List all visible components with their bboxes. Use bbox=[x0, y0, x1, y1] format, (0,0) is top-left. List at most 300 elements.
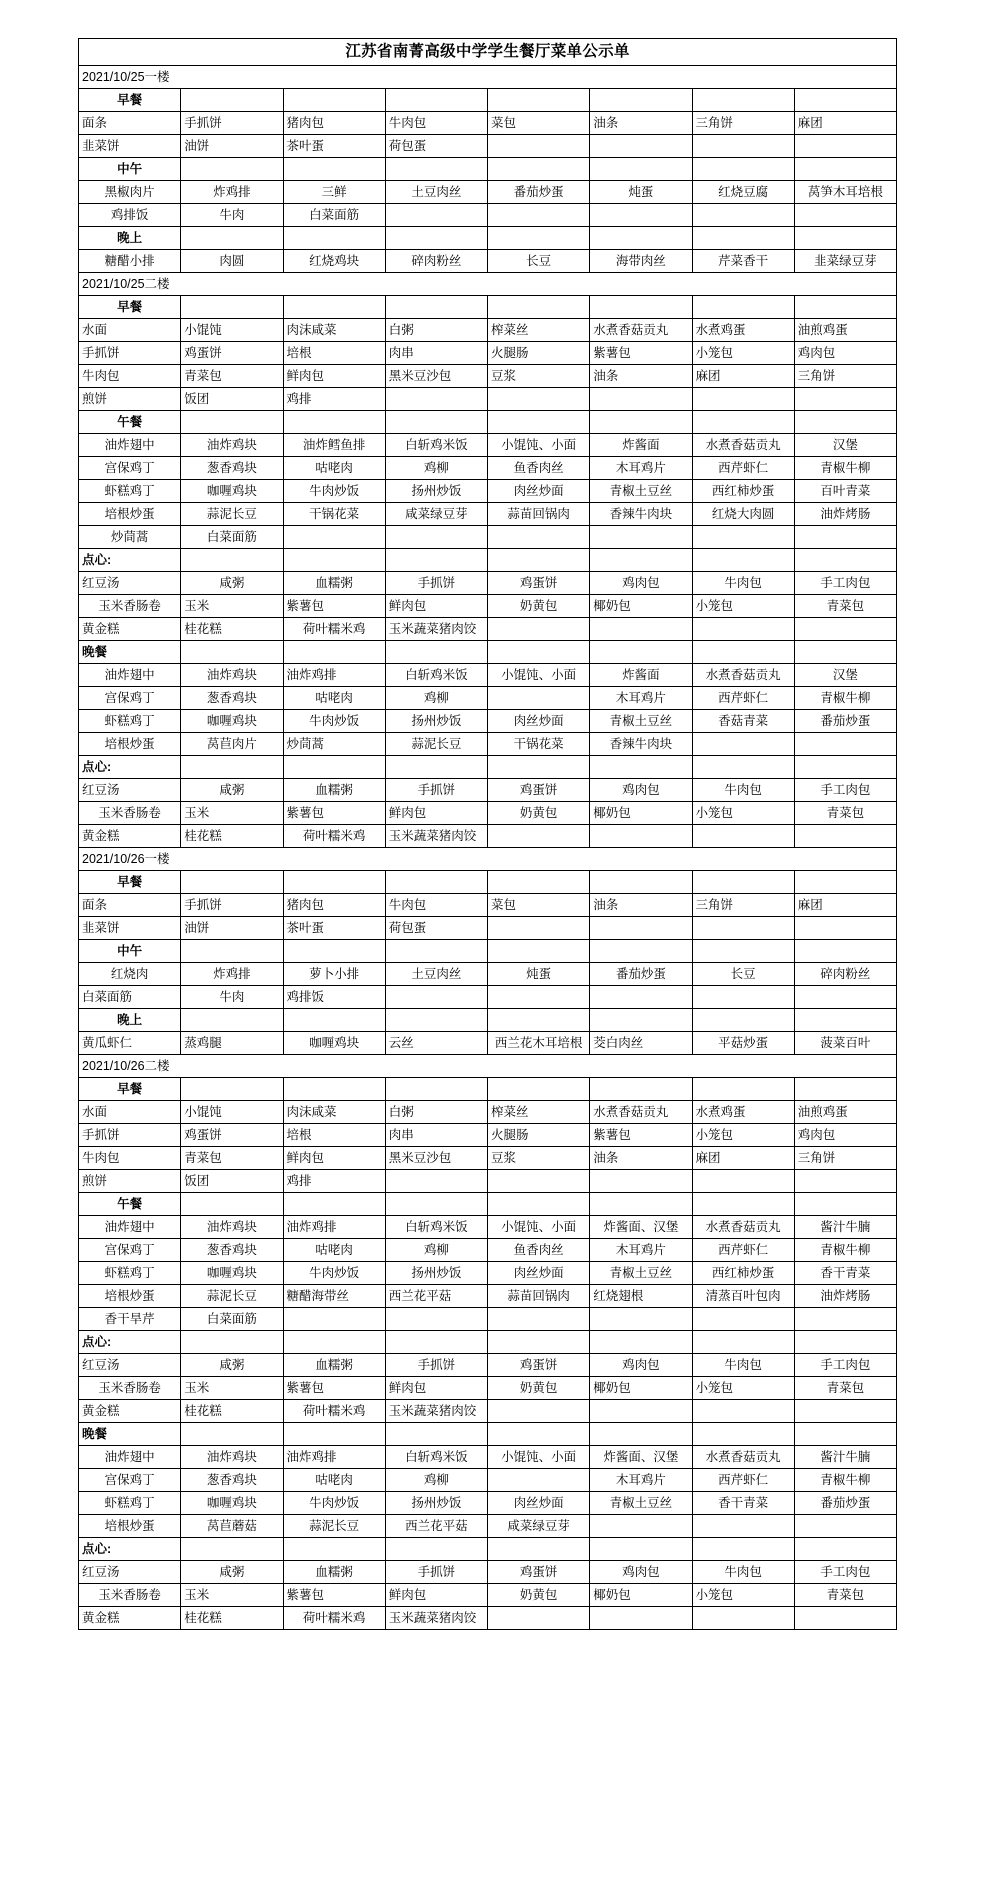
empty-cell bbox=[692, 204, 794, 227]
menu-item-cell: 荷叶糯米鸡 bbox=[283, 825, 385, 848]
menu-item-cell: 黑米豆沙包 bbox=[385, 1147, 487, 1170]
menu-item-cell: 培根炒蛋 bbox=[79, 1515, 181, 1538]
menu-item-cell: 干锅花菜 bbox=[283, 503, 385, 526]
menu-item-cell: 西红柿炒蛋 bbox=[692, 1262, 794, 1285]
menu-item-cell: 糖醋海带丝 bbox=[283, 1285, 385, 1308]
empty-cell bbox=[590, 1515, 692, 1538]
empty-cell bbox=[283, 1193, 385, 1216]
empty-cell bbox=[692, 1331, 794, 1354]
menu-item-cell: 小笼包 bbox=[692, 1377, 794, 1400]
menu-item-cell: 番茄炒蛋 bbox=[590, 963, 692, 986]
menu-item-cell: 宫保鸡丁 bbox=[79, 457, 181, 480]
empty-cell bbox=[283, 227, 385, 250]
menu-item-cell: 香干青菜 bbox=[794, 1262, 896, 1285]
meal-header-row bbox=[79, 1423, 897, 1446]
menu-item-cell: 荷包蛋 bbox=[385, 917, 487, 940]
empty-cell bbox=[181, 89, 283, 112]
menu-item-cell: 牛肉包 bbox=[79, 1147, 181, 1170]
menu-item-cell: 炸酱面 bbox=[590, 664, 692, 687]
empty-cell bbox=[590, 526, 692, 549]
menu-item-cell: 鸡排 bbox=[283, 388, 385, 411]
empty-cell bbox=[794, 388, 896, 411]
empty-cell bbox=[692, 296, 794, 319]
menu-item-cell: 木耳鸡片 bbox=[590, 687, 692, 710]
menu-item-cell: 咸粥 bbox=[181, 1561, 283, 1584]
menu-item-cell: 韭菜绿豆芽 bbox=[794, 250, 896, 273]
menu-item-cell: 水煮鸡蛋 bbox=[692, 1101, 794, 1124]
menu-item-cell: 莴苣蘑菇 bbox=[181, 1515, 283, 1538]
meal-header-row bbox=[79, 1331, 897, 1354]
empty-cell bbox=[283, 158, 385, 181]
menu-item-cell: 小笼包 bbox=[692, 342, 794, 365]
menu-item-cell: 肉串 bbox=[385, 342, 487, 365]
menu-item-cell: 鱼香肉丝 bbox=[488, 457, 590, 480]
empty-cell bbox=[385, 940, 487, 963]
menu-item-cell: 奶黄包 bbox=[488, 1584, 590, 1607]
menu-item-cell: 鸡肉包 bbox=[794, 342, 896, 365]
menu-item-cell: 香干青菜 bbox=[692, 1492, 794, 1515]
menu-item-cell: 手工肉包 bbox=[794, 572, 896, 595]
menu-item-cell: 桂花糕 bbox=[181, 825, 283, 848]
menu-item-cell: 三角饼 bbox=[794, 1147, 896, 1170]
menu-item-cell: 玉米蔬菜猪肉饺 bbox=[385, 1400, 487, 1423]
menu-item-cell: 炸酱面、汉堡 bbox=[590, 1216, 692, 1239]
empty-cell bbox=[692, 158, 794, 181]
menu-item-cell: 手抓饼 bbox=[181, 112, 283, 135]
empty-cell bbox=[488, 1538, 590, 1561]
empty-cell bbox=[385, 411, 487, 434]
menu-item-row bbox=[79, 1147, 897, 1170]
menu-item-cell: 油炸鸡块 bbox=[181, 1216, 283, 1239]
empty-cell bbox=[488, 158, 590, 181]
meal-header-row bbox=[79, 940, 897, 963]
menu-item-cell: 青椒土豆丝 bbox=[590, 1492, 692, 1515]
empty-cell bbox=[794, 1423, 896, 1446]
empty-cell bbox=[283, 940, 385, 963]
empty-cell bbox=[794, 1308, 896, 1331]
menu-item-cell: 西兰花平菇 bbox=[385, 1515, 487, 1538]
empty-cell bbox=[181, 871, 283, 894]
menu-item-cell: 香辣牛肉块 bbox=[590, 503, 692, 526]
empty-cell bbox=[590, 549, 692, 572]
menu-item-cell: 手抓饼 bbox=[181, 894, 283, 917]
menu-item-cell: 糖醋小排 bbox=[79, 250, 181, 273]
empty-cell bbox=[488, 411, 590, 434]
menu-item-cell: 血糯粥 bbox=[283, 779, 385, 802]
menu-item-cell: 培根 bbox=[283, 1124, 385, 1147]
menu-item-row bbox=[79, 1124, 897, 1147]
menu-item-cell: 咕咾肉 bbox=[283, 1469, 385, 1492]
empty-cell bbox=[590, 1423, 692, 1446]
empty-cell bbox=[692, 917, 794, 940]
menu-table bbox=[78, 38, 897, 1630]
menu-item-cell: 咖喱鸡块 bbox=[181, 1492, 283, 1515]
menu-item-row bbox=[79, 1101, 897, 1124]
empty-cell bbox=[590, 296, 692, 319]
meal-header-row bbox=[79, 641, 897, 664]
menu-item-cell: 油煎鸡蛋 bbox=[794, 1101, 896, 1124]
menu-item-cell: 鲜肉包 bbox=[385, 802, 487, 825]
menu-item-cell: 小笼包 bbox=[692, 595, 794, 618]
empty-cell bbox=[283, 296, 385, 319]
meal-label: 午餐 bbox=[79, 1193, 181, 1216]
menu-item-cell: 水面 bbox=[79, 1101, 181, 1124]
menu-item-cell: 玉米香肠卷 bbox=[79, 1584, 181, 1607]
empty-cell bbox=[692, 1538, 794, 1561]
menu-item-cell: 紫薯包 bbox=[590, 342, 692, 365]
menu-item-cell: 荷叶糯米鸡 bbox=[283, 618, 385, 641]
menu-item-cell: 鸡柳 bbox=[385, 1469, 487, 1492]
menu-item-row bbox=[79, 388, 897, 411]
menu-item-cell: 西芹虾仁 bbox=[692, 1469, 794, 1492]
empty-cell bbox=[590, 411, 692, 434]
menu-item-cell: 牛肉包 bbox=[692, 572, 794, 595]
menu-item-cell: 培根炒蛋 bbox=[79, 1285, 181, 1308]
menu-item-cell: 紫薯包 bbox=[283, 802, 385, 825]
menu-item-cell: 青菜包 bbox=[794, 1584, 896, 1607]
menu-item-cell: 牛肉包 bbox=[385, 112, 487, 135]
menu-item-cell: 青椒牛柳 bbox=[794, 687, 896, 710]
menu-item-row bbox=[79, 480, 897, 503]
menu-item-cell: 炒茼蒿 bbox=[79, 526, 181, 549]
menu-item-cell: 三鲜 bbox=[283, 181, 385, 204]
empty-cell bbox=[181, 1538, 283, 1561]
empty-cell bbox=[283, 411, 385, 434]
menu-item-cell: 麻团 bbox=[794, 894, 896, 917]
menu-item-cell: 红豆汤 bbox=[79, 1561, 181, 1584]
empty-cell bbox=[385, 526, 487, 549]
menu-item-cell: 鸡柳 bbox=[385, 687, 487, 710]
menu-item-cell: 咖喱鸡块 bbox=[181, 480, 283, 503]
page-title: 江苏省南菁高级中学学生餐厅菜单公示单 bbox=[79, 39, 897, 66]
menu-item-cell: 菜包 bbox=[488, 112, 590, 135]
menu-item-cell: 干锅花菜 bbox=[488, 733, 590, 756]
menu-item-cell: 三角饼 bbox=[692, 112, 794, 135]
menu-item-cell: 油条 bbox=[590, 1147, 692, 1170]
menu-item-cell: 鸡柳 bbox=[385, 457, 487, 480]
menu-item-cell: 白粥 bbox=[385, 1101, 487, 1124]
menu-item-cell: 萝卜小排 bbox=[283, 963, 385, 986]
menu-item-cell: 黑米豆沙包 bbox=[385, 365, 487, 388]
menu-item-cell: 咖喱鸡块 bbox=[181, 710, 283, 733]
menu-item-cell: 椰奶包 bbox=[590, 1377, 692, 1400]
menu-item-row bbox=[79, 250, 897, 273]
menu-item-cell: 饭团 bbox=[181, 388, 283, 411]
empty-cell bbox=[590, 871, 692, 894]
menu-item-cell: 碎肉粉丝 bbox=[794, 963, 896, 986]
menu-item-cell: 桂花糕 bbox=[181, 1400, 283, 1423]
empty-cell bbox=[590, 1538, 692, 1561]
menu-item-cell: 牛肉炒饭 bbox=[283, 1262, 385, 1285]
menu-item-cell: 荷包蛋 bbox=[385, 135, 487, 158]
empty-cell bbox=[181, 641, 283, 664]
menu-item-cell: 平菇炒蛋 bbox=[692, 1032, 794, 1055]
menu-item-row bbox=[79, 135, 897, 158]
menu-item-cell: 咕咾肉 bbox=[283, 687, 385, 710]
menu-table-body bbox=[79, 39, 897, 1630]
menu-item-row bbox=[79, 342, 897, 365]
menu-item-row bbox=[79, 710, 897, 733]
empty-cell bbox=[590, 1193, 692, 1216]
empty-cell bbox=[794, 756, 896, 779]
meal-label: 点心: bbox=[79, 549, 181, 572]
menu-item-cell: 咸粥 bbox=[181, 572, 283, 595]
menu-item-cell: 白粥 bbox=[385, 319, 487, 342]
empty-cell bbox=[794, 1078, 896, 1101]
menu-item-cell: 番茄炒蛋 bbox=[794, 1492, 896, 1515]
empty-cell bbox=[283, 89, 385, 112]
menu-item-cell: 荷叶糯米鸡 bbox=[283, 1607, 385, 1630]
menu-item-cell: 小馄饨、小面 bbox=[488, 1446, 590, 1469]
empty-cell bbox=[488, 1308, 590, 1331]
menu-item-cell: 手工肉包 bbox=[794, 1354, 896, 1377]
menu-item-cell: 鸡肉包 bbox=[794, 1124, 896, 1147]
menu-item-cell: 肉沫咸菜 bbox=[283, 1101, 385, 1124]
empty-cell bbox=[488, 641, 590, 664]
menu-item-cell: 西芹虾仁 bbox=[692, 1239, 794, 1262]
empty-cell bbox=[488, 526, 590, 549]
empty-cell bbox=[488, 618, 590, 641]
empty-cell bbox=[385, 1078, 487, 1101]
empty-cell bbox=[385, 549, 487, 572]
menu-item-cell: 猪肉包 bbox=[283, 894, 385, 917]
empty-cell bbox=[794, 411, 896, 434]
menu-item-cell: 咖喱鸡块 bbox=[283, 1032, 385, 1055]
menu-item-cell: 木耳鸡片 bbox=[590, 1469, 692, 1492]
menu-item-cell: 扬州炒饭 bbox=[385, 1262, 487, 1285]
empty-cell bbox=[590, 756, 692, 779]
menu-item-cell: 水煮香菇贡丸 bbox=[692, 434, 794, 457]
empty-cell bbox=[794, 1400, 896, 1423]
empty-cell bbox=[488, 756, 590, 779]
menu-item-row bbox=[79, 112, 897, 135]
section-header-row bbox=[79, 1055, 897, 1078]
meal-label: 点心: bbox=[79, 756, 181, 779]
menu-item-cell: 白斩鸡米饭 bbox=[385, 434, 487, 457]
empty-cell bbox=[794, 1538, 896, 1561]
menu-item-cell: 肉圆 bbox=[181, 250, 283, 273]
menu-item-row bbox=[79, 1561, 897, 1584]
menu-item-cell: 奶黄包 bbox=[488, 595, 590, 618]
meal-label: 早餐 bbox=[79, 89, 181, 112]
empty-cell bbox=[283, 871, 385, 894]
empty-cell bbox=[794, 158, 896, 181]
menu-item-cell: 油炸鸡块 bbox=[181, 1446, 283, 1469]
section-date-label: 2021/10/25一楼 bbox=[79, 66, 897, 89]
menu-item-cell: 长豆 bbox=[692, 963, 794, 986]
empty-cell bbox=[590, 158, 692, 181]
empty-cell bbox=[385, 1009, 487, 1032]
meal-label: 晚上 bbox=[79, 1009, 181, 1032]
menu-item-cell: 豆浆 bbox=[488, 1147, 590, 1170]
empty-cell bbox=[692, 227, 794, 250]
menu-item-cell: 西兰花平菇 bbox=[385, 1285, 487, 1308]
empty-cell bbox=[488, 1331, 590, 1354]
empty-cell bbox=[488, 549, 590, 572]
empty-cell bbox=[590, 1170, 692, 1193]
empty-cell bbox=[590, 388, 692, 411]
empty-cell bbox=[488, 917, 590, 940]
menu-item-cell: 玉米香肠卷 bbox=[79, 595, 181, 618]
menu-item-cell: 炖蛋 bbox=[590, 181, 692, 204]
empty-cell bbox=[283, 1308, 385, 1331]
menu-item-cell: 牛肉 bbox=[181, 204, 283, 227]
menu-item-cell: 百叶青菜 bbox=[794, 480, 896, 503]
menu-item-cell: 紫薯包 bbox=[283, 595, 385, 618]
menu-item-cell: 手抓饼 bbox=[385, 572, 487, 595]
empty-cell bbox=[590, 825, 692, 848]
empty-cell bbox=[692, 641, 794, 664]
menu-item-cell: 咸粥 bbox=[181, 779, 283, 802]
menu-item-cell: 椰奶包 bbox=[590, 595, 692, 618]
menu-item-cell: 红豆汤 bbox=[79, 1354, 181, 1377]
empty-cell bbox=[488, 940, 590, 963]
menu-item-row bbox=[79, 1446, 897, 1469]
empty-cell bbox=[385, 1538, 487, 1561]
menu-item-cell: 手抓饼 bbox=[79, 1124, 181, 1147]
empty-cell bbox=[590, 940, 692, 963]
menu-item-cell: 油炸鸡块 bbox=[181, 434, 283, 457]
menu-item-cell: 油炸鸡排 bbox=[283, 664, 385, 687]
menu-item-cell: 长豆 bbox=[488, 250, 590, 273]
empty-cell bbox=[488, 204, 590, 227]
menu-item-cell: 饭团 bbox=[181, 1170, 283, 1193]
empty-cell bbox=[385, 1423, 487, 1446]
menu-item-cell: 猪肉包 bbox=[283, 112, 385, 135]
empty-cell bbox=[181, 411, 283, 434]
menu-item-cell: 虾糕鸡丁 bbox=[79, 710, 181, 733]
menu-item-cell: 宫保鸡丁 bbox=[79, 687, 181, 710]
empty-cell bbox=[283, 526, 385, 549]
menu-item-cell: 三角饼 bbox=[692, 894, 794, 917]
meal-header-row bbox=[79, 296, 897, 319]
menu-item-cell: 血糯粥 bbox=[283, 1354, 385, 1377]
meal-header-row bbox=[79, 1078, 897, 1101]
empty-cell bbox=[385, 1331, 487, 1354]
menu-item-cell: 黄金糕 bbox=[79, 618, 181, 641]
empty-cell bbox=[181, 1331, 283, 1354]
empty-cell bbox=[590, 1308, 692, 1331]
menu-item-cell: 青椒土豆丝 bbox=[590, 710, 692, 733]
menu-item-cell: 韭菜饼 bbox=[79, 135, 181, 158]
empty-cell bbox=[794, 1170, 896, 1193]
menu-item-cell: 小馄饨、小面 bbox=[488, 664, 590, 687]
menu-item-row bbox=[79, 1469, 897, 1492]
menu-item-cell: 香菇青菜 bbox=[692, 710, 794, 733]
menu-item-cell: 青椒土豆丝 bbox=[590, 480, 692, 503]
empty-cell bbox=[794, 825, 896, 848]
menu-item-cell: 手抓饼 bbox=[385, 1354, 487, 1377]
menu-item-row bbox=[79, 1216, 897, 1239]
menu-item-cell: 炸酱面、汉堡 bbox=[590, 1446, 692, 1469]
empty-cell bbox=[590, 89, 692, 112]
meal-label: 点心: bbox=[79, 1331, 181, 1354]
empty-cell bbox=[488, 1400, 590, 1423]
menu-item-cell: 面条 bbox=[79, 894, 181, 917]
empty-cell bbox=[488, 296, 590, 319]
menu-item-cell: 黄金糕 bbox=[79, 1607, 181, 1630]
empty-cell bbox=[794, 1331, 896, 1354]
section-date-label: 2021/10/25二楼 bbox=[79, 273, 897, 296]
menu-item-cell: 手抓饼 bbox=[385, 779, 487, 802]
menu-item-cell: 牛肉炒饭 bbox=[283, 480, 385, 503]
meal-label: 早餐 bbox=[79, 296, 181, 319]
menu-item-row bbox=[79, 181, 897, 204]
menu-item-cell: 荷叶糯米鸡 bbox=[283, 1400, 385, 1423]
empty-cell bbox=[590, 1078, 692, 1101]
menu-item-cell: 青菜包 bbox=[181, 1147, 283, 1170]
empty-cell bbox=[488, 1170, 590, 1193]
menu-item-row bbox=[79, 986, 897, 1009]
menu-item-cell: 桂花糕 bbox=[181, 618, 283, 641]
menu-item-cell: 蒜泥长豆 bbox=[385, 733, 487, 756]
menu-item-cell: 木耳鸡片 bbox=[590, 457, 692, 480]
empty-cell bbox=[385, 296, 487, 319]
menu-item-cell: 鸡肉包 bbox=[590, 572, 692, 595]
menu-item-cell: 番茄炒蛋 bbox=[794, 710, 896, 733]
empty-cell bbox=[794, 549, 896, 572]
empty-cell bbox=[385, 158, 487, 181]
meal-label: 午餐 bbox=[79, 411, 181, 434]
meal-header-row bbox=[79, 871, 897, 894]
empty-cell bbox=[488, 1607, 590, 1630]
menu-item-row bbox=[79, 572, 897, 595]
menu-item-cell: 肉串 bbox=[385, 1124, 487, 1147]
menu-item-cell: 青菜包 bbox=[794, 595, 896, 618]
menu-item-cell: 白菜面筋 bbox=[181, 1308, 283, 1331]
empty-cell bbox=[692, 89, 794, 112]
menu-item-cell: 肉丝炒面 bbox=[488, 1262, 590, 1285]
menu-item-row bbox=[79, 963, 897, 986]
meal-label: 晚餐 bbox=[79, 1423, 181, 1446]
menu-item-row bbox=[79, 526, 897, 549]
menu-item-cell: 小馄饨、小面 bbox=[488, 1216, 590, 1239]
menu-item-cell: 玉米蔬菜猪肉饺 bbox=[385, 1607, 487, 1630]
menu-item-cell: 牛肉包 bbox=[692, 1561, 794, 1584]
menu-item-cell: 牛肉 bbox=[181, 986, 283, 1009]
menu-item-cell: 火腿肠 bbox=[488, 1124, 590, 1147]
menu-item-cell: 三角饼 bbox=[794, 365, 896, 388]
empty-cell bbox=[385, 1170, 487, 1193]
empty-cell bbox=[181, 1009, 283, 1032]
menu-item-cell: 鲜肉包 bbox=[385, 595, 487, 618]
menu-item-cell: 蒸鸡腿 bbox=[181, 1032, 283, 1055]
menu-item-cell: 黄瓜虾仁 bbox=[79, 1032, 181, 1055]
menu-item-cell: 白菜面筋 bbox=[283, 204, 385, 227]
empty-cell bbox=[692, 388, 794, 411]
menu-item-cell: 蒜苗回锅肉 bbox=[488, 503, 590, 526]
menu-item-cell: 水煮香菇贡丸 bbox=[692, 1446, 794, 1469]
menu-item-cell: 小馄饨、小面 bbox=[488, 434, 590, 457]
menu-item-cell: 扬州炒饭 bbox=[385, 480, 487, 503]
empty-cell bbox=[488, 1423, 590, 1446]
menu-item-cell: 云丝 bbox=[385, 1032, 487, 1055]
menu-item-cell: 手抓饼 bbox=[79, 342, 181, 365]
menu-item-row bbox=[79, 779, 897, 802]
menu-item-cell: 鸡蛋饼 bbox=[488, 1354, 590, 1377]
section-header-row bbox=[79, 273, 897, 296]
menu-item-row bbox=[79, 595, 897, 618]
empty-cell bbox=[794, 1009, 896, 1032]
empty-cell bbox=[794, 204, 896, 227]
empty-cell bbox=[385, 1193, 487, 1216]
menu-item-cell: 油条 bbox=[590, 894, 692, 917]
menu-item-cell: 水煮香菇贡丸 bbox=[692, 1216, 794, 1239]
menu-item-cell: 扬州炒饭 bbox=[385, 1492, 487, 1515]
empty-cell bbox=[794, 1607, 896, 1630]
empty-cell bbox=[590, 1400, 692, 1423]
empty-cell bbox=[794, 526, 896, 549]
